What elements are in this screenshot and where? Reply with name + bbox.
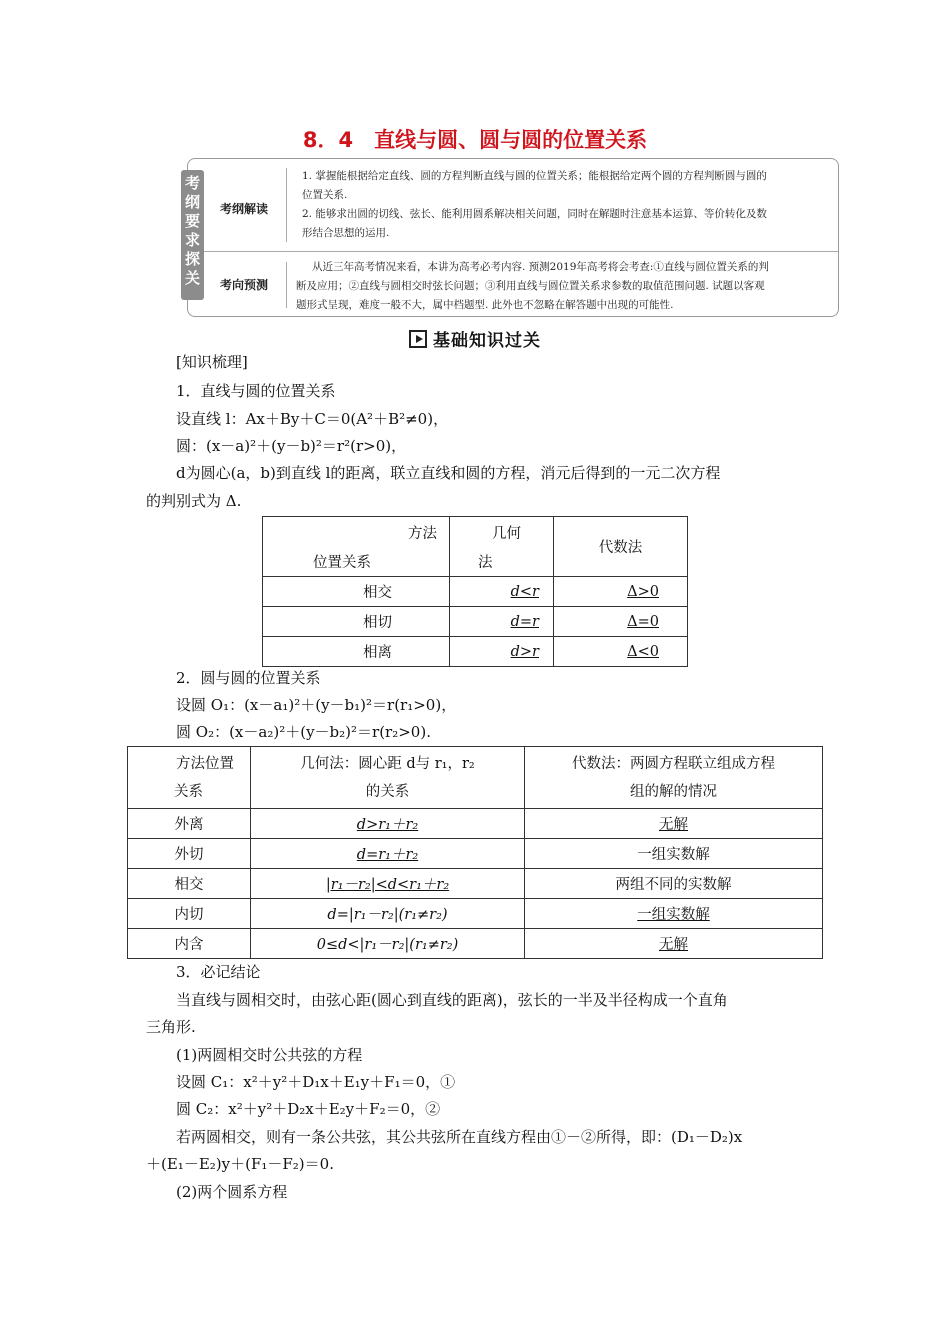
table-row: 相交 |r₁－r₂|<d<r₁＋r₂ 两组不同的实数解 (128, 869, 823, 899)
text-line: 三角形. (146, 1018, 196, 1036)
side-char: 探 (184, 250, 200, 268)
text-line: 设圆 O₁：(x－a₁)²＋(y－b₁)²＝r(r₁>0)， (176, 696, 457, 714)
table-row: 相离 d>r Δ<0 (263, 637, 688, 667)
exam-side-tab (181, 170, 204, 300)
forecast-text (296, 258, 836, 315)
table-header-cell: 方法位置 关系 (128, 747, 251, 809)
page-title: 8．4 直线与圆、圆与圆的位置关系 (302, 128, 648, 152)
table-row: 内切 d=|r₁－r₂|(r₁≠r₂) 一组实数解 (128, 899, 823, 929)
text-line: ＋(E₁－E₂)y＋(F₁－F₂)＝0. (146, 1155, 334, 1173)
box-divider (204, 251, 838, 252)
box-divider (286, 262, 287, 308)
outline-line: 2. 能够求出圆的切线、弦长、能利用圆系解决相关问题，同时在解题时注意基本运算、等价转化及数 (302, 208, 767, 220)
text-line: 若两圆相交，则有一条公共弦，其公共弦所在直线方程由①－②所得，即：(D₁－D₂)x (176, 1128, 743, 1146)
line-circle-table (262, 516, 688, 667)
outline-label: 考纲解读 (220, 202, 269, 216)
table-header-cell: 几何 法 (450, 517, 554, 577)
text-line: 设圆 C₁：x²＋y²＋D₁x＋E₁y＋F₁＝0，① (176, 1073, 456, 1091)
text-line: 的判别式为 Δ. (146, 492, 242, 510)
outline-line: 1. 掌握能根据给定直线、圆的方程判断直线与圆的位置关系；能根据给定两个圆的方程判断圆与圆的 (302, 170, 767, 182)
table-row: 内含 0≤d<|r₁－r₂|(r₁≠r₂) 无解 (128, 929, 823, 959)
forecast-label: 考向预测 (220, 278, 269, 292)
outline-line: 位置关系. (302, 189, 348, 201)
heading-2: 2．圆与圆的位置关系 (176, 669, 321, 687)
text-line: (1)两圆相交时公共弦的方程 (176, 1046, 363, 1064)
tag: [知识梳理] (176, 353, 248, 371)
table-row: 相切 d=r Δ=0 (263, 607, 688, 637)
section-header-label: 基础知识过关 (433, 331, 541, 351)
circle-circle-table (127, 746, 823, 959)
box-divider (286, 168, 287, 242)
text-line: 圆 O₂：(x－a₂)²＋(y－b₂)²＝r(r₂>0). (176, 723, 431, 741)
heading-1: 1．直线与圆的位置关系 (176, 382, 336, 400)
text-line: d为圆心(a，b)到直线 l的距离，联立直线和圆的方程，消元后得到的一元二次方程 (176, 464, 721, 482)
heading-3: 3．必记结论 (176, 963, 261, 981)
table-row: 相交 d<r Δ>0 (263, 577, 688, 607)
section-header (0, 326, 950, 351)
table-header-cell: 代数法 (554, 517, 688, 577)
table-row: 外离 d>r₁＋r₂ 无解 (128, 809, 823, 839)
text-line: 当直线与圆相交时，由弦心距(圆心到直线的距离)，弦长的一半及半径构成一个直角 (176, 991, 728, 1009)
table-row: 外切 d=r₁＋r₂ 一组实数解 (128, 839, 823, 869)
text-line: 圆：(x－a)²＋(y－b)²＝r²(r>0)， (176, 437, 407, 455)
side-char: 要 (184, 212, 200, 230)
side-char: 求 (184, 231, 200, 249)
table-header-cell: 方法 位置关系 (263, 517, 450, 577)
side-char: 关 (184, 269, 200, 287)
outline-text (302, 167, 836, 243)
forecast-line: 题形式呈现，难度一般不大，属中档题型. 此外也不忽略在解答题中出现的可能性. (296, 299, 674, 311)
table-header-cell: 几何法：圆心距 d与 r₁，r₂ 的关系 (251, 747, 525, 809)
side-char: 纲 (184, 193, 200, 211)
side-char: 考 (184, 174, 200, 192)
play-icon (409, 330, 427, 348)
forecast-line: 从近三年高考情况来看，本讲为高考必考内容. 预测2019年高考将会考查:①直线与圆位置关系的判 (312, 261, 769, 273)
text-line: 圆 C₂：x²＋y²＋D₂x＋E₂y＋F₂＝0，② (176, 1100, 441, 1118)
table-header-cell: 代数法：两圆方程联立组成方程 组的解的情况 (525, 747, 823, 809)
text-line: (2)两个圆系方程 (176, 1183, 288, 1201)
text-line: 设直线 l：Ax＋By＋C＝0(A²＋B²≠0)， (176, 410, 449, 428)
outline-line: 形结合思想的运用. (302, 227, 390, 239)
forecast-line: 断及应用；②直线与圆相交时弦长问题；③利用直线与圆位置关系求参数的取值范围问题. 试题以客观 (296, 280, 765, 292)
